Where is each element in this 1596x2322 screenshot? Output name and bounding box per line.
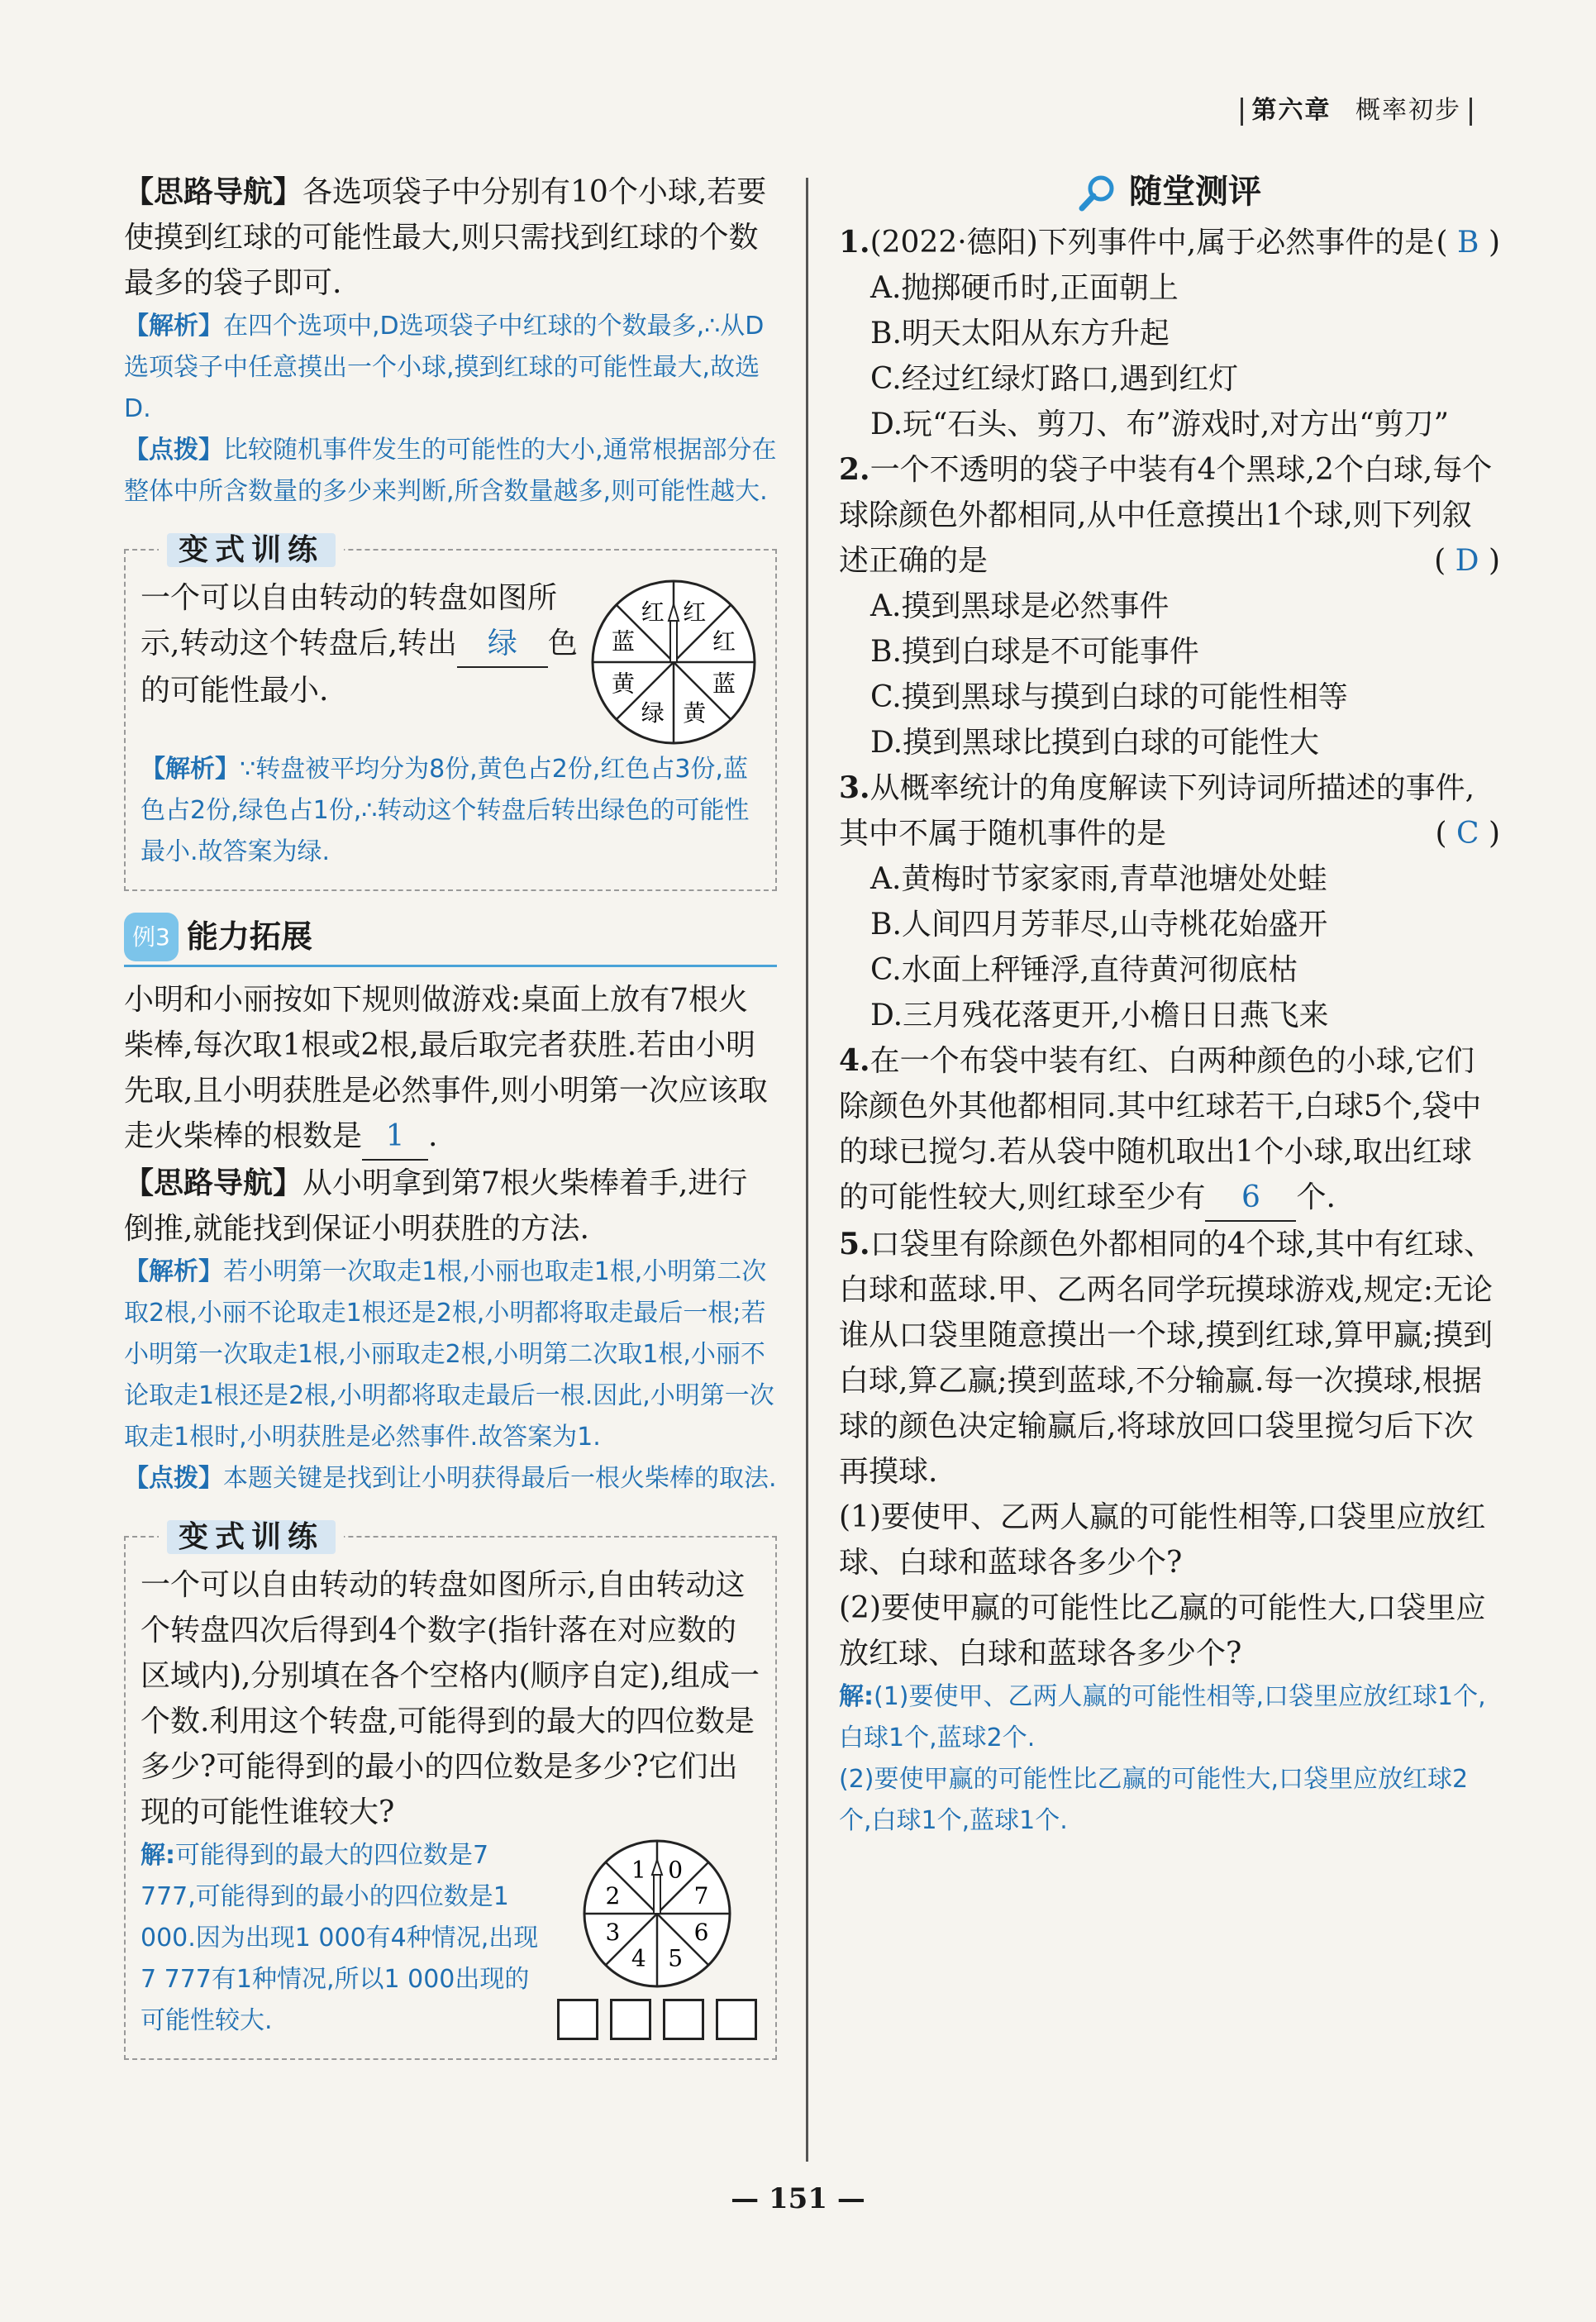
train2-solution: 解:可能得到的最大的四位数是7 777,可能得到的最小的四位数是1 000.因为出现1 000有4种情况,出现7 777有1种情况,所以1 000出现的可能性较大. <box>141 1841 539 2035</box>
q1-option: C.经过红绿灯路口,遇到红灯 <box>870 362 1239 396</box>
left-column <box>124 169 777 2076</box>
train1-question: 一个可以自由转动的转盘如图所示,转动这个转盘后,转出 绿 色的可能性最小. <box>141 581 578 708</box>
q3: 3.从概率统计的角度解读下列诗词所描述的事件,其中不属于随机事件的是 ( C ) <box>839 765 1500 856</box>
q3-option: A.黄梅时节家家雨,青草池塘处处蛙 <box>870 862 1327 896</box>
tip1-text: 比较随机事件发生的可能性的大小,通常根据部分在整体中所含数量的多少来判断,所含数量越多,则可能性越大. <box>124 436 777 506</box>
variant-training-box-2 <box>124 1520 777 2060</box>
q3-options <box>839 856 1500 1038</box>
q1-answer: ( B ) <box>1436 226 1500 260</box>
example3-title: 能力拓展 <box>186 918 312 955</box>
example3-heading <box>124 913 777 967</box>
q2-option: B.摸到白球是不可能事件 <box>870 635 1199 669</box>
q5-sub1: (1)要使甲、乙两人赢的可能性相等,口袋里应放红球、白球和蓝球各多少个? <box>839 1500 1486 1580</box>
spinner-sector-label: 绿 <box>641 699 665 727</box>
spinner-numbers-figure <box>579 1835 736 1992</box>
q3-answer: ( C ) <box>1435 817 1500 851</box>
spinner-sector-label: 蓝 <box>712 670 736 698</box>
tip3-paragraph: 【点拨】本题关键是找到让小明获得最后一根火柴棒的取法. <box>124 1464 777 1493</box>
q2-option: C.摸到黑球与摸到白球的可能性相等 <box>870 680 1348 714</box>
q5-solution-2: (2)要使甲赢的可能性比乙赢的可能性大,口袋里应放红球2个,白球1个,蓝球1个. <box>839 1765 1469 1835</box>
magnifier-icon <box>1078 174 1117 213</box>
sol3-paragraph: 【解析】若小明第一次取走1根,小丽也取走1根,小明第二次取2根,小丽不论取走1根还是2根,小明都将取走最后一根;若小明第一次取走1根,小丽取走2根,小明第二次取1根,小丽不论取走1根还是2根,小明都将取走最后一根.因此,小明第一次取走1根时,小明获胜是必然事件.故答案为1. <box>124 1257 774 1452</box>
digit-box[interactable] <box>716 1999 757 2040</box>
spinner-sector-label: 红 <box>641 598 665 627</box>
variant-training-title-2: 变式训练 <box>159 1514 344 1560</box>
q4-answer-blank: 6 <box>1205 1175 1296 1222</box>
sol1-tag: 【解析】 <box>124 312 223 341</box>
nav1-text: 各选项袋子中分别有10个小球,若要使摸到红球的可能性最大,则只需找到红球的个数最多的袋子即可. <box>124 175 767 300</box>
q4: 4.在一个布袋中装有红、白两种颜色的小球,它们除颜色外其他都相同.其中红球若干,白球5个,袋中的球已搅匀.若从袋中随机取出1个小球,取出红球的可能性较大,则红球至少有 6 个. <box>839 1038 1500 1222</box>
digit-box[interactable] <box>663 1999 704 2040</box>
q3-option: D.三月残花落更开,小檐日日燕飞来 <box>870 999 1329 1032</box>
nav3-paragraph: 【思路导航】从小明拿到第7根火柴棒着手,进行倒推,就能找到保证小明获胜的方法. <box>124 1166 748 1246</box>
variant-training-box-1 <box>124 533 777 891</box>
example3-answer-blank: 1 <box>362 1113 428 1161</box>
q2-options <box>839 584 1500 765</box>
chapter-header <box>1232 89 1480 126</box>
spinner-sector-label: 0 <box>668 1856 684 1884</box>
q3-option: B.人间四月芳菲尽,山寺桃花始盛开 <box>870 908 1328 942</box>
spinner-sector-label: 1 <box>631 1856 646 1884</box>
example3-badge: 例3 <box>124 913 179 961</box>
q5-solution-1: 解:(1)要使甲、乙两人赢的可能性相等,口袋里应放红球1个,白球1个,蓝球2个. <box>839 1682 1486 1752</box>
spinner-sector-label: 黄 <box>612 670 636 698</box>
spinner-sector-label: 6 <box>693 1919 709 1947</box>
nav1-tag: 【思路导航】 <box>124 175 303 209</box>
column-divider <box>806 178 808 2162</box>
digit-box[interactable] <box>610 1999 651 2040</box>
nav1-paragraph <box>124 169 777 306</box>
tip1-tag: 【点拨】 <box>124 436 223 465</box>
q1-option: B.明天太阳从东方升起 <box>870 317 1170 350</box>
tip1-paragraph <box>124 430 777 513</box>
four-digit-boxes <box>557 1999 757 2040</box>
q2-option: A.摸到黑球是必然事件 <box>870 589 1170 623</box>
q5: 5.口袋里有除颜色外都相同的4个球,其中有红球、白球和蓝球.甲、乙两名同学玩摸球游戏,规定:无论谁从口袋里随意摸出一个球,摸到红球,算甲赢;摸到白球,算乙赢;摸到蓝球,不分输赢.每一次摸球,根据球的颜色决定输赢后,将球放回口袋里搅匀后下次再摸球. <box>839 1227 1494 1489</box>
variant-training-title: 变式训练 <box>159 527 344 573</box>
q2: 2.一个不透明的袋子中装有4个黑球,2个白球,每个球除颜色外都相同,从中任意摸出1个球,则下列叙述正确的是 ( D ) <box>839 447 1500 584</box>
right-column <box>839 169 1500 1842</box>
q2-option: D.摸到黑球比摸到白球的可能性大 <box>870 726 1320 760</box>
quiz-title: 随堂测评 <box>839 169 1500 215</box>
q1-option: D.玩“石头、剪刀、布”游戏时,对方出“剪刀” <box>870 408 1450 441</box>
page-number: — 151 — <box>731 2182 865 2215</box>
digit-box[interactable] <box>557 1999 598 2040</box>
spinner-sector-label: 蓝 <box>612 627 636 656</box>
section-label: 概率初步 <box>1355 96 1461 125</box>
header-bar-end <box>1470 98 1472 126</box>
spinner-sector-label: 红 <box>712 627 736 656</box>
spinner-sector-label: 7 <box>693 1881 709 1910</box>
sol1-text: 在四个选项中,D选项袋子中红球的个数最多,∴从D选项袋子中任意摸出一个小球,摸到红球的可能性最大,故选D. <box>124 312 765 423</box>
header-bar <box>1241 98 1243 126</box>
q3-option: C.水面上秤锤浮,直待黄河彻底枯 <box>870 953 1298 987</box>
q1-option: A.抛掷硬币时,正面朝上 <box>870 271 1179 305</box>
spinner-sector-label: 黄 <box>683 699 707 727</box>
spinner-sector-label: 3 <box>605 1919 621 1947</box>
spinner-sector-label: 2 <box>605 1881 621 1910</box>
chapter-label: 第六章 <box>1251 96 1332 125</box>
train1-answer-blank: 绿 <box>457 621 548 668</box>
spinner-sector-label: 红 <box>683 598 707 627</box>
q5-sub2: (2)要使甲赢的可能性比乙赢的可能性大,口袋里应放红球、白球和蓝球各多少个? <box>839 1591 1486 1671</box>
q1-options <box>839 265 1500 447</box>
q1: 1.(2022·德阳)下列事件中,属于必然事件的是 ( B ) <box>839 220 1500 265</box>
spinner-sector-label: 4 <box>631 1944 646 1972</box>
spinner-colors-figure <box>587 575 760 749</box>
train1-solution: 【解析】∵转盘被平均分为8份,黄色占2份,红色占3份,蓝色占2份,绿色占1份,∴转动这个转盘后转出绿色的可能性最小.故答案为绿. <box>141 755 750 866</box>
train2-question: 一个可以自由转动的转盘如图所示,自由转动这个转盘四次后得到4个数字(指针落在对应数的区域内),分别填在各个空格内(顺序自定),组成一个数.利用这个转盘,可能得到的最大的四位数是多少?可能得到的最小的四位数是多少?它们出现的可能性谁较大? <box>141 1568 760 1829</box>
spinner-sector-label: 5 <box>668 1944 684 1972</box>
q2-answer: ( D ) <box>1434 544 1500 578</box>
example3-question: 小明和小丽按如下规则做游戏:桌面上放有7根火柴棒,每次取1根或2根,最后取完者获胜.若由小明先取,且小明获胜是必然事件,则小明第一次应该取走火柴棒的根数是 1 . <box>124 977 777 1161</box>
sol1-paragraph <box>124 306 777 430</box>
